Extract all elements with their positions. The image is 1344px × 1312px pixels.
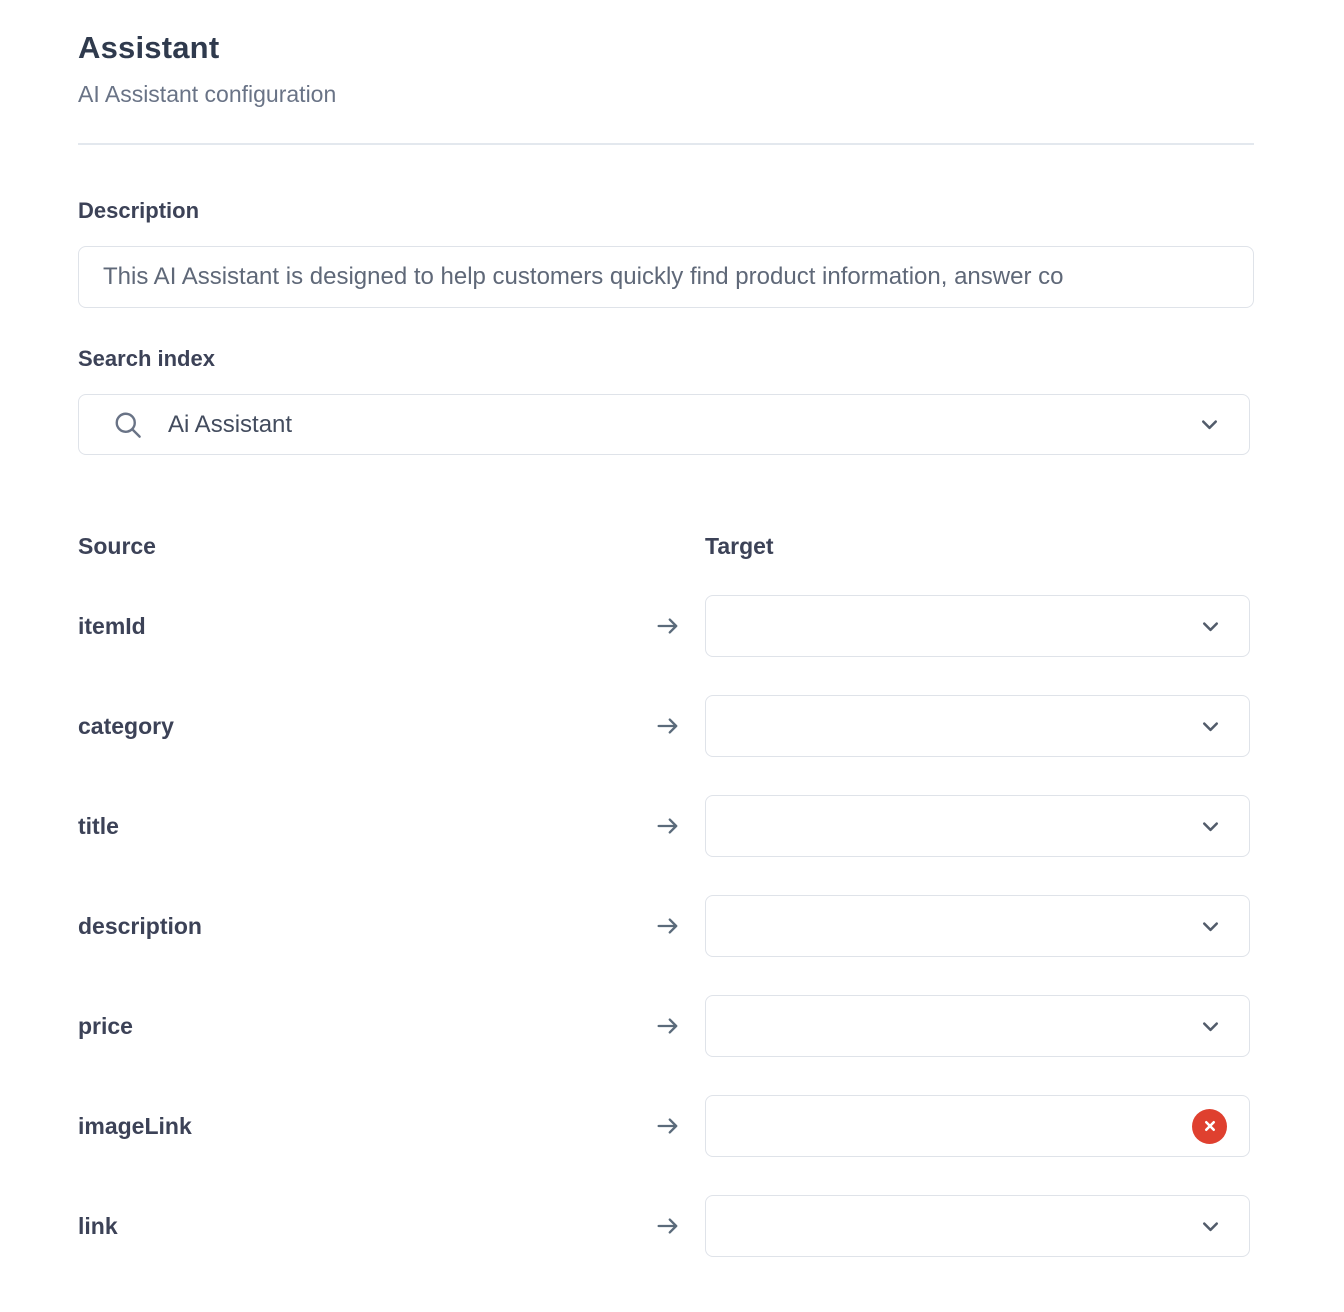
target-select[interactable] (705, 595, 1250, 657)
target-column-header: Target (705, 533, 774, 559)
mapping-row (78, 695, 1254, 757)
source-field-label: category (78, 712, 174, 739)
page-subtitle: AI Assistant configuration (78, 81, 337, 107)
chevron-down-icon (1199, 815, 1222, 838)
arrow-right-icon (630, 612, 705, 640)
chevron-down-icon (1199, 915, 1222, 938)
source-field-label: imageLink (78, 1112, 192, 1139)
target-select[interactable] (705, 1195, 1250, 1257)
source-field-label: price (78, 1012, 133, 1039)
target-select[interactable] (705, 795, 1250, 857)
search-index-label: Search index (78, 346, 215, 371)
mapping-row (78, 1095, 1254, 1157)
search-index-combobox[interactable] (78, 394, 1250, 455)
arrow-right-icon (630, 1012, 705, 1040)
source-field-label: title (78, 812, 119, 839)
source-field-label: itemId (78, 612, 146, 639)
chevron-down-icon (1198, 413, 1221, 436)
arrow-right-icon (630, 912, 705, 940)
target-select[interactable] (705, 695, 1250, 757)
mapping-rows (78, 595, 1254, 1257)
error-icon[interactable] (1192, 1109, 1227, 1144)
chevron-down-icon (1199, 1215, 1222, 1238)
search-index-field-group (78, 346, 1254, 455)
arrow-right-icon (630, 712, 705, 740)
mapping-row (78, 995, 1254, 1057)
chevron-down-icon (1199, 615, 1222, 638)
search-index-value: Ai Assistant (168, 410, 293, 438)
target-select[interactable] (705, 1095, 1250, 1157)
arrow-right-icon (630, 1112, 705, 1140)
arrow-right-icon (630, 812, 705, 840)
mapping-row (78, 795, 1254, 857)
page-title: Assistant (78, 30, 220, 65)
target-select[interactable] (705, 895, 1250, 957)
mapping-row (78, 1195, 1254, 1257)
chevron-down-icon (1199, 1015, 1222, 1038)
target-select[interactable] (705, 995, 1250, 1057)
mapping-header (78, 533, 1254, 560)
header-divider (78, 143, 1254, 145)
chevron-down-icon (1199, 715, 1222, 738)
source-field-label: link (78, 1212, 118, 1239)
description-label: Description (78, 198, 200, 223)
search-icon (113, 410, 143, 440)
description-input[interactable] (78, 246, 1254, 308)
mapping-row (78, 895, 1254, 957)
mapping-row (78, 595, 1254, 657)
field-mapping-section (78, 533, 1254, 1257)
arrow-right-icon (630, 1212, 705, 1240)
description-field-group (78, 198, 1254, 308)
source-column-header: Source (78, 533, 156, 559)
source-field-label: description (78, 912, 202, 939)
